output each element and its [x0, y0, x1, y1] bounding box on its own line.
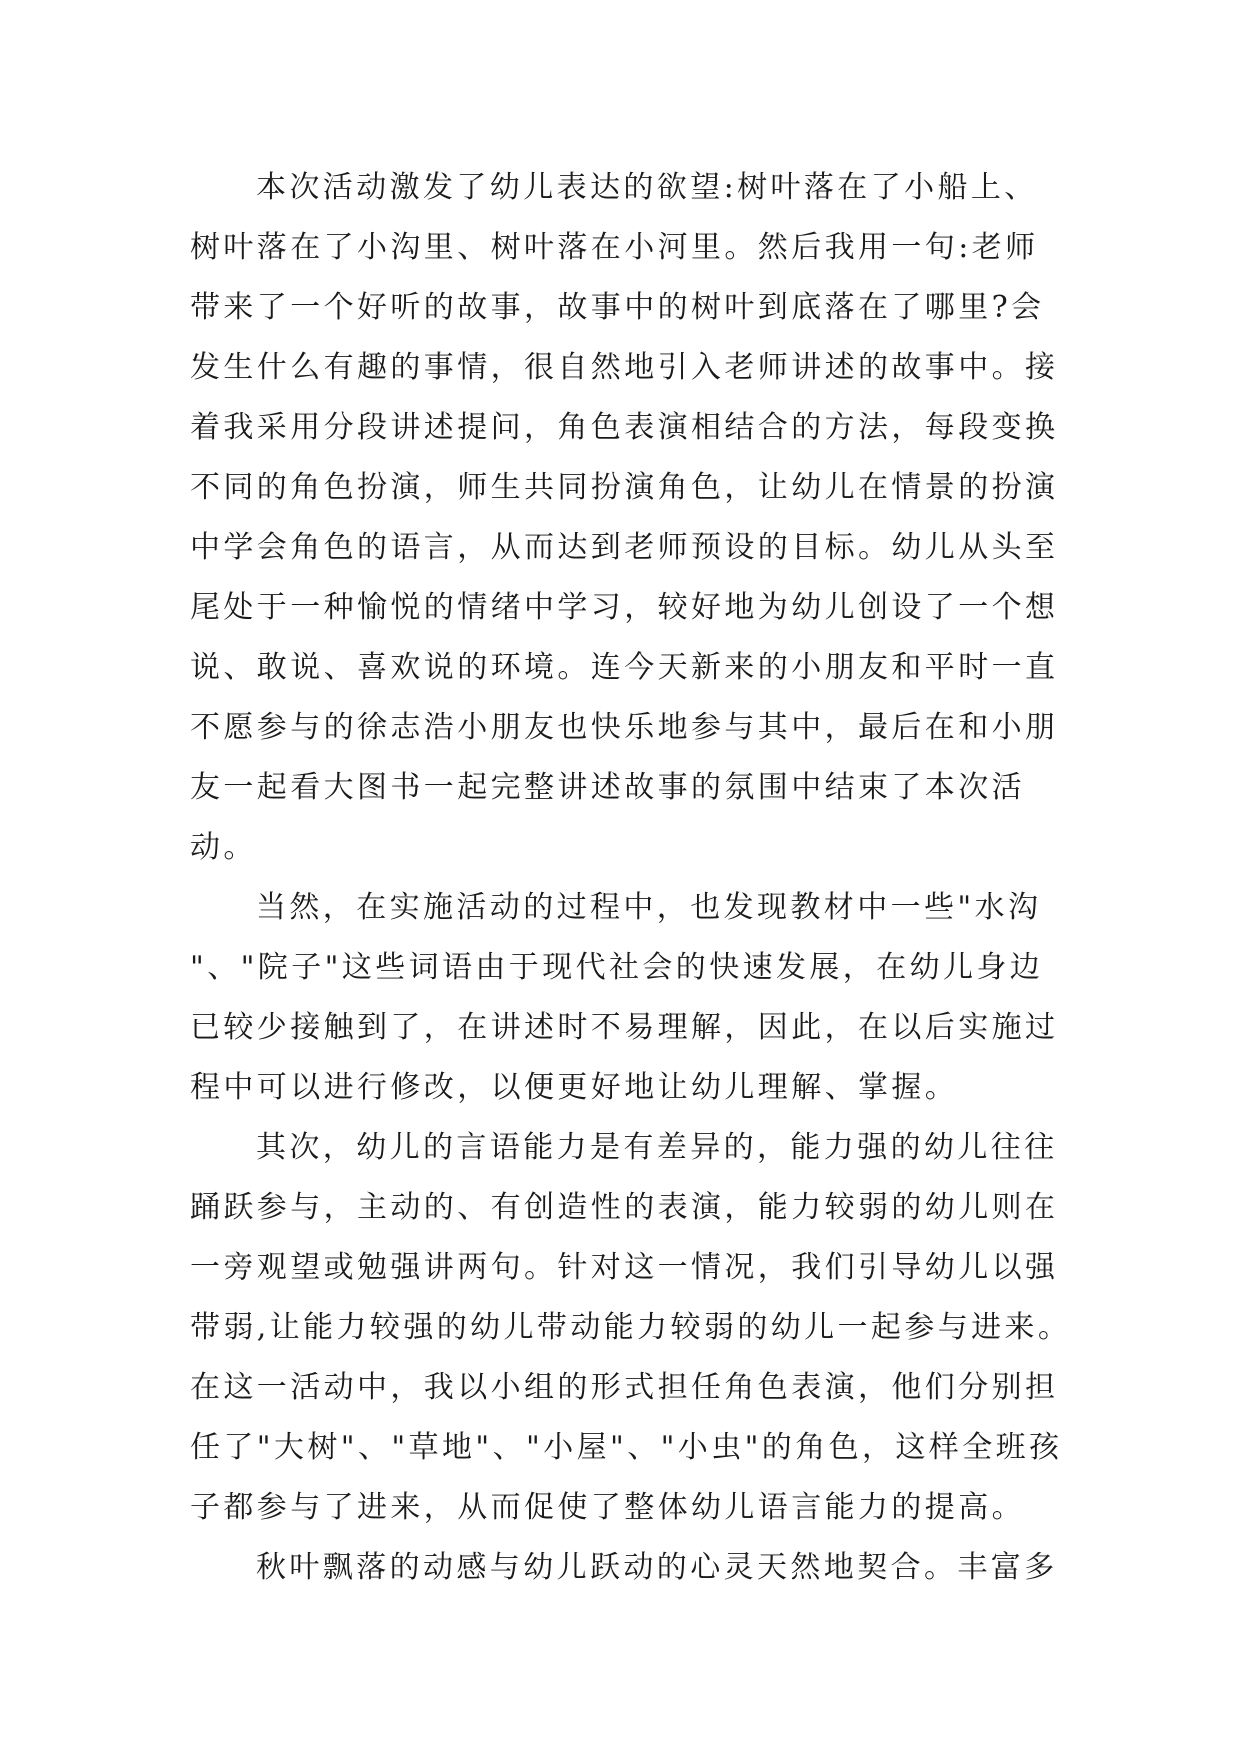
text-line: 着我采用分段讲述提问，角色表演相结合的方法，每段变换: [190, 410, 1059, 445]
text-line: 中学会角色的语言，从而达到老师预设的目标。幼儿从头至: [190, 530, 1059, 565]
text-line: 在这一活动中，我以小组的形式担任角色表演，他们分别担: [190, 1370, 1059, 1405]
text-line: 秋叶飘落的动感与幼儿跃动的心灵天然地契合。丰富多: [256, 1550, 1058, 1585]
text-line: "、"院子"这些词语由于现代社会的快速发展，在幼儿身边: [190, 950, 1044, 985]
paragraph-1: [190, 158, 1059, 878]
text-line: 说、敢说、喜欢说的环境。连今天新来的小朋友和平时一直: [190, 650, 1059, 685]
paragraph-2: [190, 878, 1059, 1118]
text-line: 树叶落在了小沟里、树叶落在小河里。然后我用一句:老师: [190, 230, 1039, 265]
text-line: 踊跃参与，主动的、有创造性的表演，能力较弱的幼儿则在: [190, 1190, 1059, 1225]
text-line: 程中可以进行修改，以便更好地让幼儿理解、掌握。: [190, 1070, 959, 1105]
text-line: 带弱,让能力较强的幼儿带动能力较弱的幼儿一起参与进来。: [190, 1310, 1072, 1345]
text-line: 尾处于一种愉悦的情绪中学习，较好地为幼儿创设了一个想: [190, 590, 1059, 625]
document-body: [190, 158, 1072, 1598]
text-line: 已较少接触到了，在讲述时不易理解，因此，在以后实施过: [190, 1010, 1059, 1045]
text-line: 友一起看大图书一起完整讲述故事的氛围中结束了本次活: [190, 770, 1025, 805]
text-line: 子都参与了进来，从而促使了整体幼儿语言能力的提高。: [190, 1490, 1025, 1525]
text-line: 发生什么有趣的事情，很自然地引入老师讲述的故事中。接: [190, 350, 1059, 385]
text-line: 动。: [190, 830, 257, 865]
text-line: 不愿参与的徐志浩小朋友也快乐地参与其中，最后在和小朋: [190, 710, 1059, 745]
paragraph-3: [190, 1118, 1072, 1538]
text-line: 当然，在实施活动的过程中，也发现教材中一些"水沟: [256, 890, 1042, 925]
text-line: 不同的角色扮演，师生共同扮演角色，让幼儿在情景的扮演: [190, 470, 1059, 505]
text-line: 带来了一个好听的故事，故事中的树叶到底落在了哪里?会: [190, 290, 1045, 325]
text-line: 本次活动激发了幼儿表达的欲望:树叶落在了小船上、: [256, 170, 1038, 205]
text-line: 其次，幼儿的言语能力是有差异的，能力强的幼儿往往: [256, 1130, 1058, 1165]
paragraph-4: [190, 1538, 1058, 1598]
text-line: 一旁观望或勉强讲两句。针对这一情况，我们引导幼儿以强: [190, 1250, 1059, 1285]
text-line: 任了"大树"、"草地"、"小屋"、"小虫"的角色，这样全班孩: [190, 1430, 1063, 1465]
